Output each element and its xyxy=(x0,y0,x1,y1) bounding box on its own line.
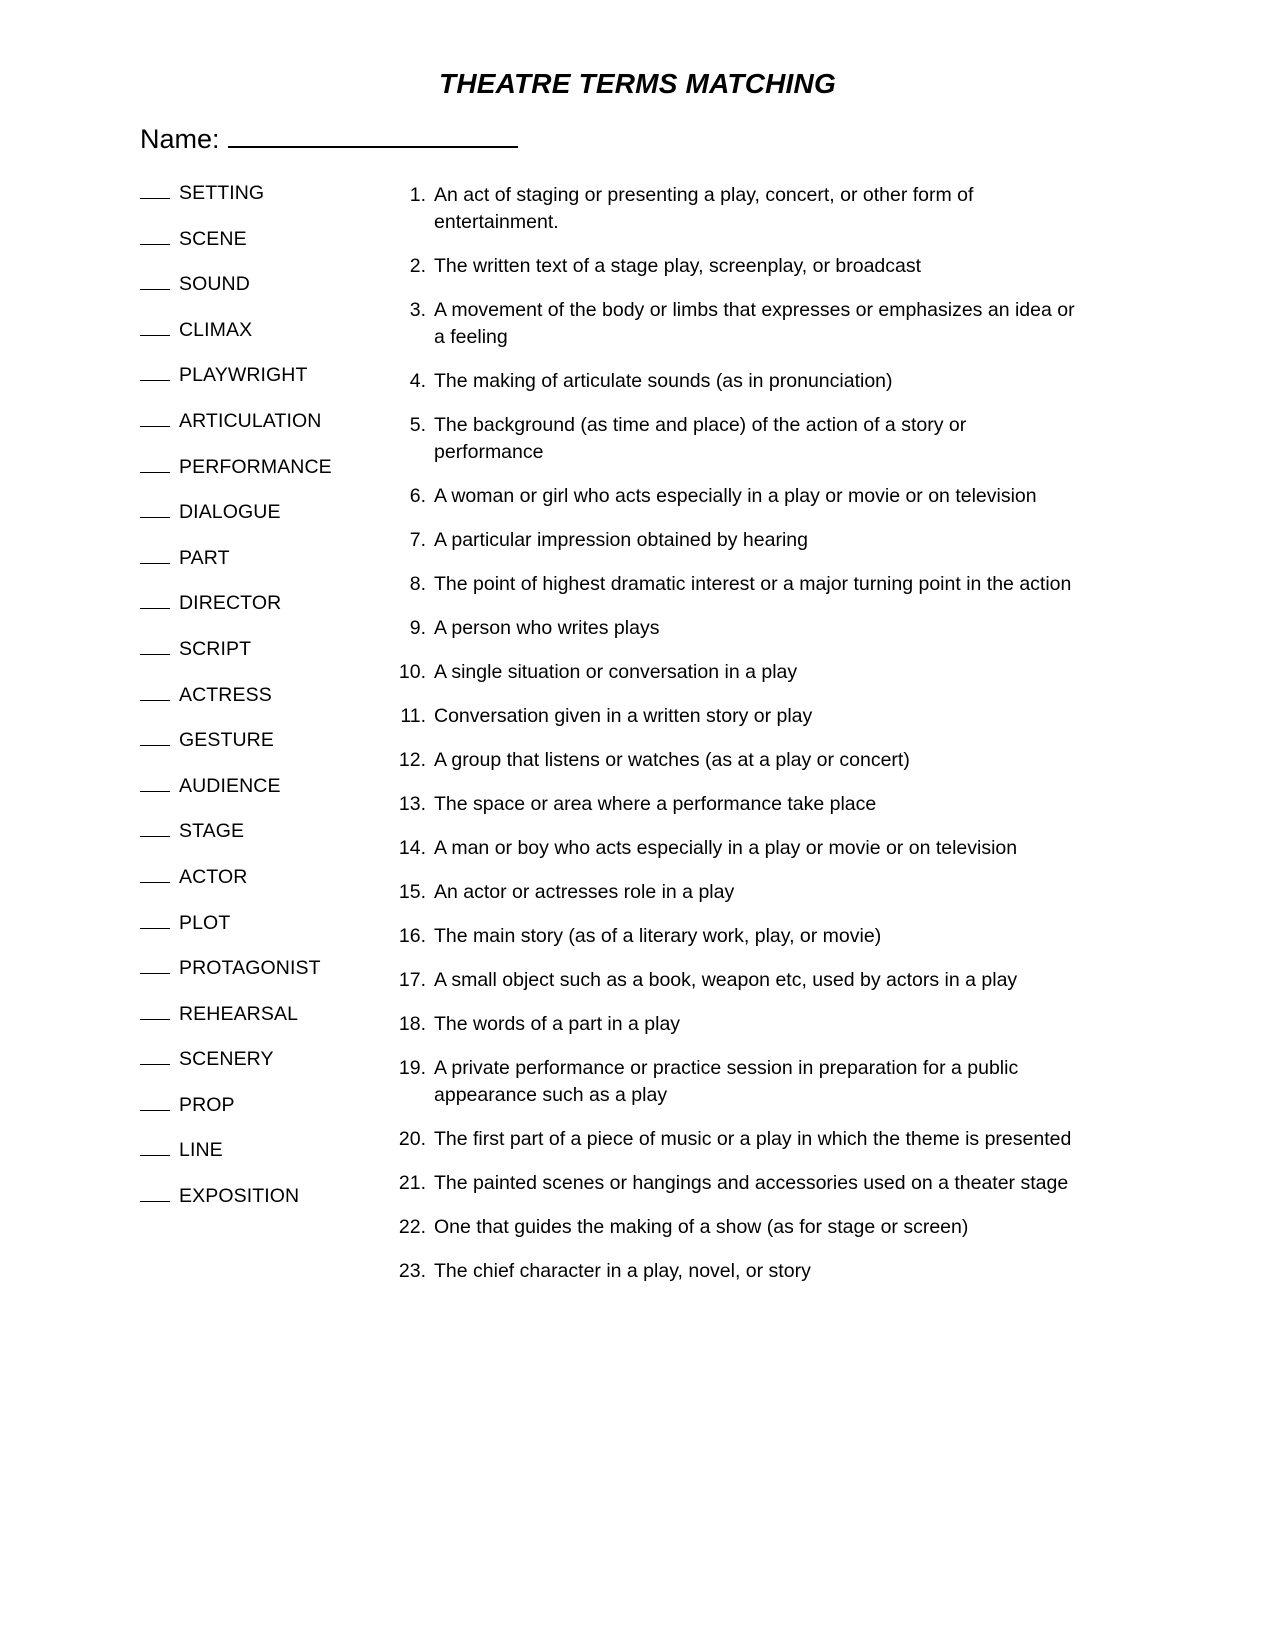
definition-text: The space or area where a performance take place xyxy=(434,793,877,815)
definition-number: 16. xyxy=(398,925,426,947)
definition-row xyxy=(388,747,1078,774)
term-label: PROP xyxy=(179,1093,235,1116)
term-label: AUDIENCE xyxy=(179,774,281,797)
definition-number: 23. xyxy=(398,1260,426,1282)
definition-text: A private performance or practice session in preparation for a public appearance such as a play xyxy=(434,1057,1019,1106)
definition-text: The painted scenes or hangings and accessories used on a theater stage xyxy=(434,1172,1069,1194)
term-label: ACTRESS xyxy=(179,683,272,706)
term-label: PERFORMANCE xyxy=(179,455,332,478)
term-label: STAGE xyxy=(179,820,245,843)
term-row xyxy=(140,1003,390,1049)
term-row xyxy=(140,592,390,638)
definition-number: 3. xyxy=(409,299,426,321)
definition-number: 13. xyxy=(398,793,426,815)
definition-row xyxy=(388,923,1078,950)
term-answer-blank[interactable] xyxy=(140,868,170,883)
definition-text: A movement of the body or limbs that expresses or emphasizes an idea or a feeling xyxy=(434,299,1075,348)
definition-text: A man or boy who acts especially in a play or movie or on television xyxy=(434,837,1018,859)
term-label: GESTURE xyxy=(179,729,274,752)
definition-number: 21. xyxy=(398,1172,426,1194)
term-answer-blank[interactable] xyxy=(140,503,170,518)
term-label: PART xyxy=(179,546,230,569)
definition-number: 14. xyxy=(398,837,426,859)
name-input-blank[interactable] xyxy=(228,124,518,148)
definition-text: A person who writes plays xyxy=(434,617,660,639)
definition-row xyxy=(388,879,1078,906)
definition-text: The making of articulate sounds (as in pronunciation) xyxy=(434,370,893,392)
definition-number: 6. xyxy=(409,485,426,507)
term-label: DIRECTOR xyxy=(179,592,282,615)
term-label: SCRIPT xyxy=(179,637,252,660)
name-field-row xyxy=(140,124,518,155)
definition-row xyxy=(388,1258,1078,1285)
term-row xyxy=(140,364,390,410)
term-label: SOUND xyxy=(179,273,250,296)
term-row xyxy=(140,912,390,958)
definition-row xyxy=(388,1011,1078,1038)
term-answer-blank[interactable] xyxy=(140,594,170,609)
definition-row xyxy=(388,1126,1078,1153)
definition-text: A small object such as a book, weapon etc, used by actors in a play xyxy=(434,969,1018,991)
definition-row xyxy=(388,1170,1078,1197)
definition-text: A woman or girl who acts especially in a play or movie or on television xyxy=(434,485,1037,507)
term-answer-blank[interactable] xyxy=(140,914,170,929)
term-label: LINE xyxy=(179,1139,223,1162)
term-row xyxy=(140,775,390,821)
definition-text: The background (as time and place) of the action of a story or performance xyxy=(434,414,967,463)
definition-text: An actor or actresses role in a play xyxy=(434,881,735,903)
definition-row xyxy=(388,412,1078,466)
definition-number: 12. xyxy=(398,749,426,771)
definition-row xyxy=(388,615,1078,642)
definition-number: 22. xyxy=(398,1216,426,1238)
term-label: ACTOR xyxy=(179,865,248,888)
definition-row xyxy=(388,1214,1078,1241)
definition-row xyxy=(388,835,1078,862)
term-label: PLOT xyxy=(179,911,231,934)
term-row xyxy=(140,456,390,502)
term-row xyxy=(140,228,390,274)
term-row xyxy=(140,820,390,866)
name-field-label: Name: xyxy=(140,124,220,154)
term-answer-blank[interactable] xyxy=(140,321,170,336)
definition-number: 18. xyxy=(398,1013,426,1035)
definition-number: 11. xyxy=(400,705,426,727)
definitions-column xyxy=(388,182,1078,1302)
definition-row xyxy=(388,791,1078,818)
term-label: CLIMAX xyxy=(179,318,253,341)
term-label: EXPOSITION xyxy=(179,1185,300,1208)
term-answer-blank[interactable] xyxy=(140,1096,170,1111)
definition-text: A group that listens or watches (as at a play or concert) xyxy=(434,749,910,771)
term-row xyxy=(140,866,390,912)
definition-text: Conversation given in a written story or play xyxy=(434,705,813,727)
term-answer-blank[interactable] xyxy=(140,822,170,837)
definition-row xyxy=(388,571,1078,598)
term-answer-blank[interactable] xyxy=(140,1005,170,1020)
term-answer-blank[interactable] xyxy=(140,959,170,974)
definition-number: 7. xyxy=(409,529,426,551)
terms-column xyxy=(140,182,390,1231)
definition-number: 9. xyxy=(409,617,426,639)
term-answer-blank[interactable] xyxy=(140,366,170,381)
term-row xyxy=(140,501,390,547)
definition-row xyxy=(388,253,1078,280)
definition-number: 4. xyxy=(409,370,426,392)
term-label: REHEARSAL xyxy=(179,1002,299,1025)
term-row xyxy=(140,957,390,1003)
definition-row xyxy=(388,1055,1078,1109)
definition-number: 20. xyxy=(398,1128,426,1150)
term-label: SCENERY xyxy=(179,1048,274,1071)
definition-text: A particular impression obtained by hearing xyxy=(434,529,808,551)
term-answer-blank[interactable] xyxy=(140,640,170,655)
term-answer-blank[interactable] xyxy=(140,1050,170,1065)
definition-number: 10. xyxy=(398,661,426,683)
term-row xyxy=(140,1048,390,1094)
term-label: SETTING xyxy=(179,182,265,204)
term-row xyxy=(140,729,390,775)
term-row xyxy=(140,1139,390,1185)
definition-row xyxy=(388,182,1078,236)
definition-number: 15. xyxy=(398,881,426,903)
definition-number: 1. xyxy=(409,184,426,206)
definition-text: The words of a part in a play xyxy=(434,1013,681,1035)
term-row xyxy=(140,319,390,365)
term-row xyxy=(140,1185,390,1231)
term-label: PLAYWRIGHT xyxy=(179,364,308,387)
term-label: SCENE xyxy=(179,227,247,250)
definition-text: An act of staging or presenting a play, concert, or other form of entertainment. xyxy=(434,184,974,233)
term-answer-blank[interactable] xyxy=(140,731,170,746)
definition-text: The written text of a stage play, screenplay, or broadcast xyxy=(434,255,922,277)
term-row xyxy=(140,547,390,593)
term-row xyxy=(140,273,390,319)
definition-number: 5. xyxy=(409,414,426,436)
definition-number: 17. xyxy=(398,969,426,991)
definition-number: 19. xyxy=(398,1057,426,1079)
term-answer-blank[interactable] xyxy=(140,184,170,199)
definition-row xyxy=(388,527,1078,554)
term-label: DIALOGUE xyxy=(179,501,281,524)
term-label: PROTAGONIST xyxy=(179,957,321,980)
term-answer-blank[interactable] xyxy=(140,686,170,701)
term-answer-blank[interactable] xyxy=(140,777,170,792)
term-label: ARTICULATION xyxy=(179,409,322,432)
definition-text: The chief character in a play, novel, or story xyxy=(434,1260,811,1282)
term-row xyxy=(140,1094,390,1140)
definition-row xyxy=(388,368,1078,395)
term-row xyxy=(140,684,390,730)
definition-number: 8. xyxy=(409,573,426,595)
term-answer-blank[interactable] xyxy=(140,1187,170,1202)
definition-text: The main story (as of a literary work, play, or movie) xyxy=(434,925,882,947)
definition-row xyxy=(388,967,1078,994)
term-answer-blank[interactable] xyxy=(140,458,170,473)
term-row xyxy=(140,182,390,228)
term-answer-blank[interactable] xyxy=(140,412,170,427)
definition-row xyxy=(388,483,1078,510)
term-row xyxy=(140,410,390,456)
definition-text: The point of highest dramatic interest or a major turning point in the action xyxy=(434,573,1072,595)
term-row xyxy=(140,638,390,684)
definition-text: A single situation or conversation in a play xyxy=(434,661,798,683)
definition-text: One that guides the making of a show (as for stage or screen) xyxy=(434,1216,969,1238)
term-answer-blank[interactable] xyxy=(140,549,170,564)
definition-number: 2. xyxy=(409,255,426,277)
page-title: THEATRE TERMS MATCHING xyxy=(439,68,836,99)
definition-row xyxy=(388,703,1078,730)
definition-row xyxy=(388,297,1078,351)
term-answer-blank[interactable] xyxy=(140,230,170,245)
definition-text: The first part of a piece of music or a play in which the theme is presented xyxy=(434,1128,1072,1150)
term-answer-blank[interactable] xyxy=(140,1141,170,1156)
term-answer-blank[interactable] xyxy=(140,275,170,290)
definition-row xyxy=(388,659,1078,686)
